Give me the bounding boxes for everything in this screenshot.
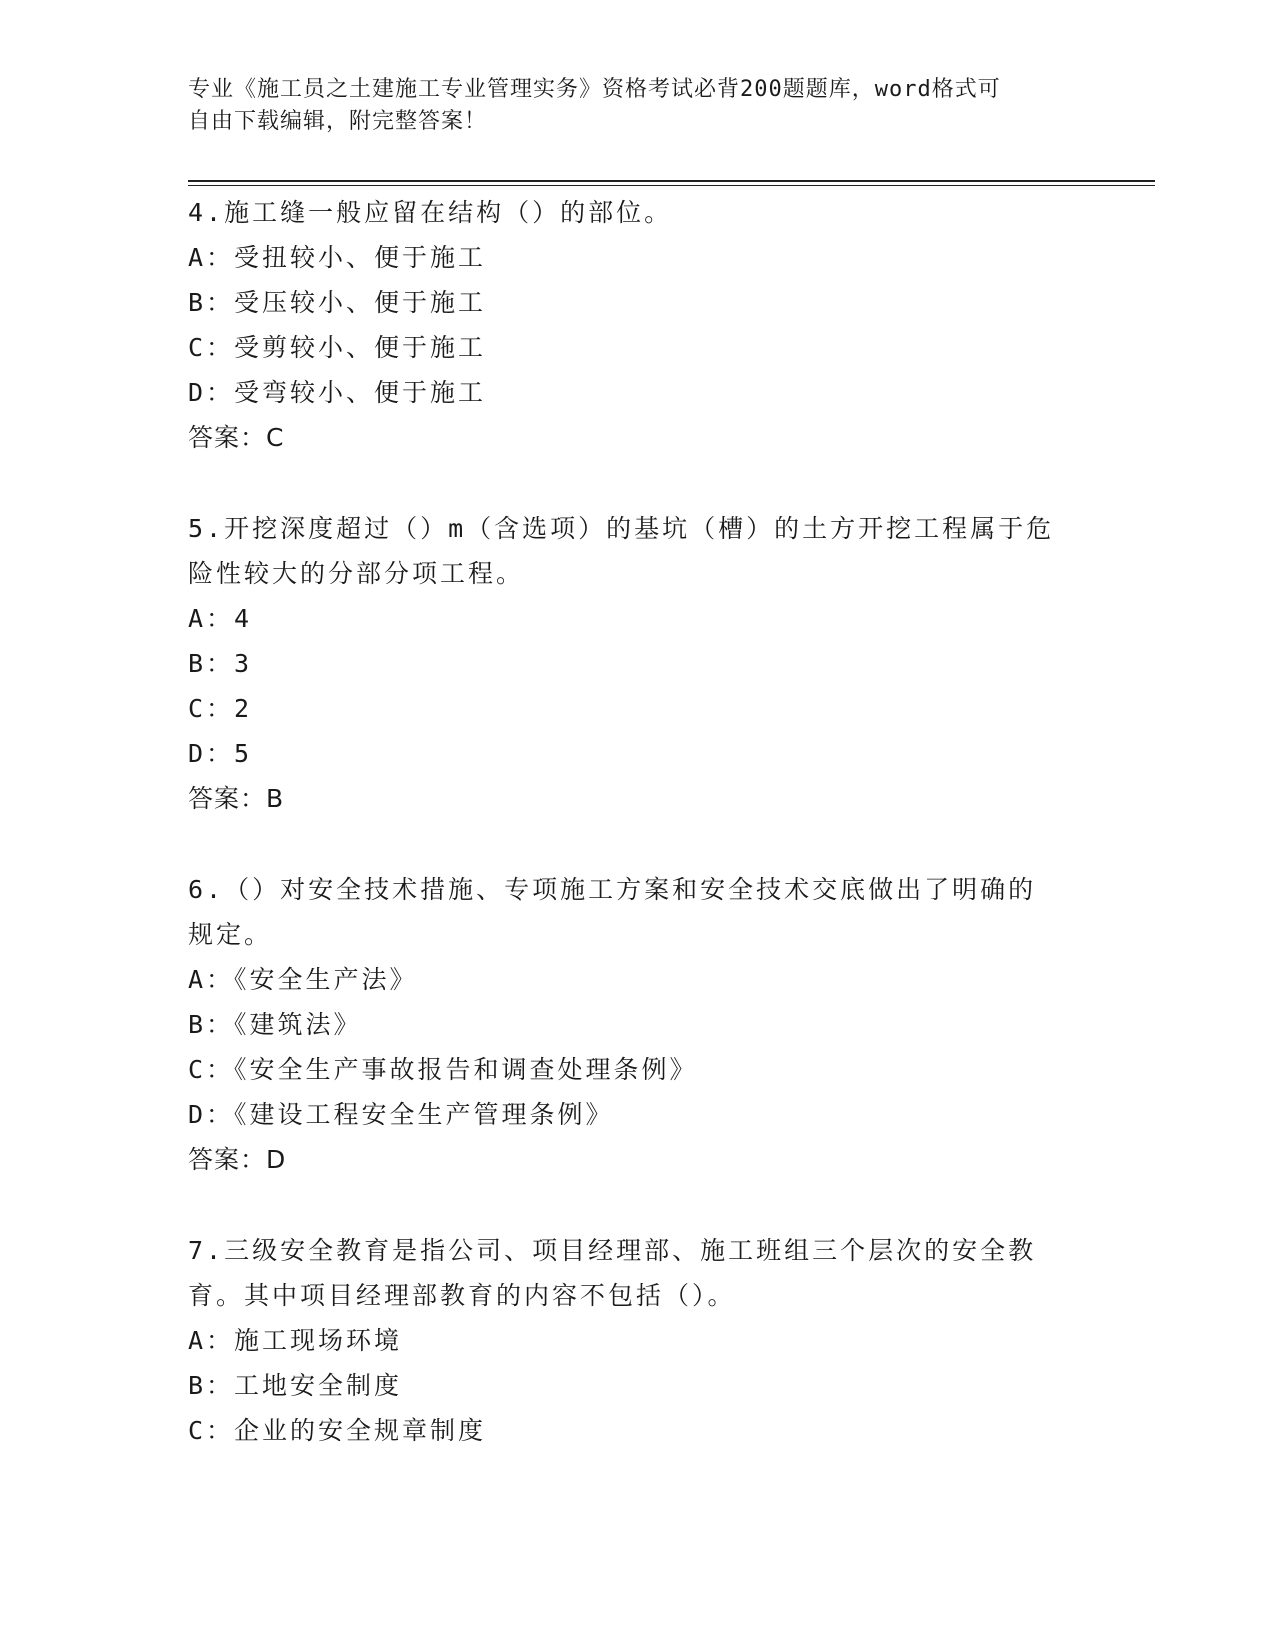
option-a: A：施工现场环境 [188, 1326, 403, 1355]
option-c: C：企业的安全规章制度 [188, 1416, 487, 1445]
question-spacer [188, 821, 1088, 867]
option-c: C：《安全生产事故报告和调查处理条例》 [188, 1055, 698, 1084]
option-a: A：受扭较小、便于施工 [188, 243, 487, 272]
answer-line: 答案：D [188, 1145, 287, 1174]
option-a: A：《安全生产法》 [188, 965, 418, 994]
option-c: C：2 [188, 694, 253, 723]
document-header [188, 74, 1068, 138]
question-4 [188, 190, 1088, 460]
header-divider-thick [188, 180, 1155, 182]
question-stem-line-2: 育。其中项目经理部教育的内容不包括（）。 [188, 1281, 736, 1310]
question-7 [188, 1228, 1088, 1453]
option-c: C：受剪较小、便于施工 [188, 333, 487, 362]
question-5 [188, 506, 1088, 821]
question-spacer [188, 460, 1088, 506]
option-d: D：《建设工程安全生产管理条例》 [188, 1100, 614, 1129]
header-line-1: 专业《施工员之土建施工专业管理实务》资格考试必背200题题库，word格式可 [188, 77, 1001, 102]
option-a: A：4 [188, 604, 253, 633]
question-stem-line-1: 7.三级安全教育是指公司、项目经理部、施工班组三个层次的安全教 [188, 1236, 1037, 1265]
question-6 [188, 867, 1088, 1182]
question-stem-line-2: 险性较大的分部分项工程。 [188, 559, 525, 588]
answer-line: 答案：B [188, 784, 285, 813]
question-stem-line-1: 5.开挖深度超过（）m（含选项）的基坑（槽）的土方开挖工程属于危 [188, 514, 1055, 543]
option-d: D：5 [188, 739, 253, 768]
option-d: D：受弯较小、便于施工 [188, 378, 487, 407]
question-list [188, 190, 1088, 1453]
answer-line: 答案：C [188, 423, 285, 452]
option-b: B：工地安全制度 [188, 1371, 403, 1400]
question-stem-line-1: 6.（）对安全技术措施、专项施工方案和安全技术交底做出了明确的 [188, 875, 1037, 904]
question-stem-line-2: 规定。 [188, 920, 273, 949]
question-stem: 4.施工缝一般应留在结构（）的部位。 [188, 198, 673, 227]
header-line-2: 自由下载编辑，附完整答案！ [188, 109, 488, 134]
option-b: B：《建筑法》 [188, 1010, 362, 1039]
option-b: B：3 [188, 649, 253, 678]
option-b: B：受压较小、便于施工 [188, 288, 487, 317]
question-spacer [188, 1182, 1088, 1228]
header-divider-thin [188, 185, 1155, 186]
